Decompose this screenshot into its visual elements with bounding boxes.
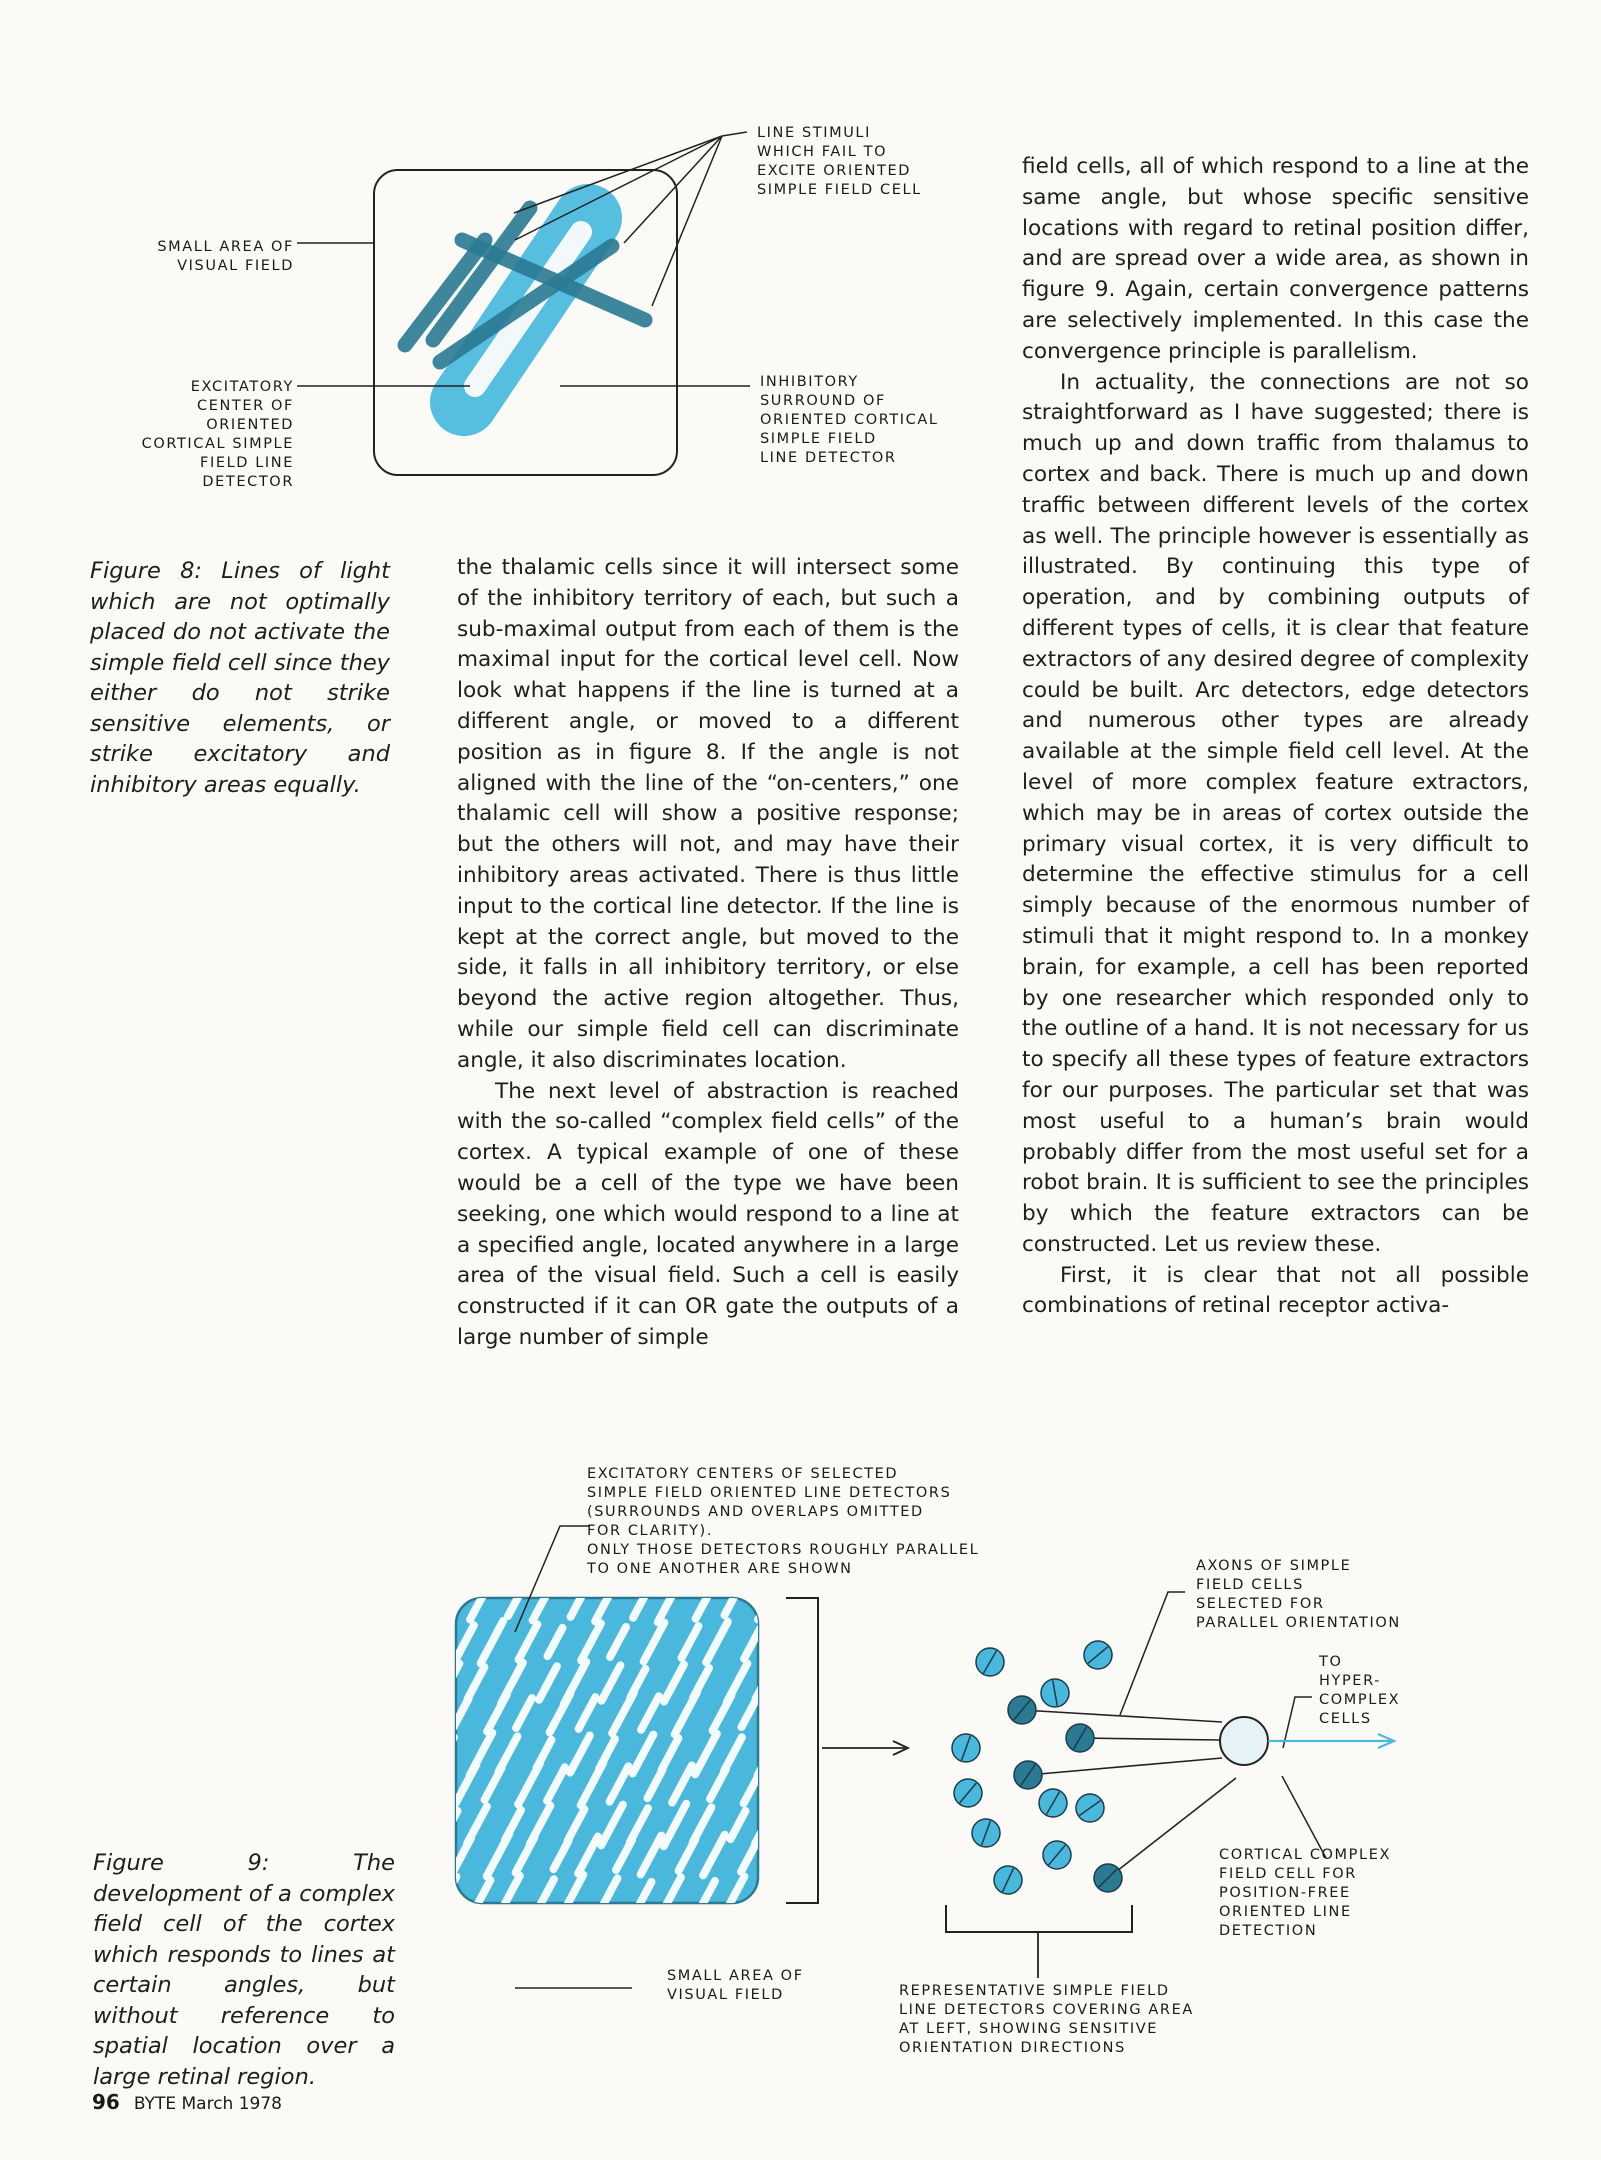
paragraph: The next level of abstraction is reached with the so-called “complex field cells” of the cortex. A typical example of one of these would be a cell of the type we have been seeking, one which would respond to a line at a specified angle, located anywhere in a large area of the visual field. Such a cell is easily constructed if it can OR gate the outputs of a large number of simple (457, 1078, 959, 1350)
fig9-excitatory-center-dash (758, 1582, 778, 1619)
page-number: 96 (92, 2090, 120, 2114)
fig9-excitatory-center-dash (436, 1587, 451, 1615)
fig9-bracket (786, 1598, 818, 1903)
fig9-detector-cell (994, 1866, 1022, 1894)
fig9-excitatory-center-dash (436, 1737, 454, 1771)
paragraph: First, it is clear that not all possible combinations of retinal receptor activa- (1022, 1262, 1529, 1319)
fig9-detector-cell (1076, 1794, 1104, 1822)
fig9-selected-detector-cell (1094, 1864, 1122, 1892)
paragraph: field cells, all of which respond to a line at the same angle, but whose specific sensitive locations with regard to retinal position differ, and are spread over a wide area, as shown in figure 9. Again, certain convergence patterns are selectively implemented. In this case the convergence principle is parallelism. (1022, 154, 1529, 364)
fig9-selected-detector-cell (1066, 1724, 1094, 1752)
fig9-cells-bracket (946, 1905, 1132, 1932)
fig9-selected-detector-cell (1008, 1696, 1036, 1724)
fig9-label-small-area: SMALL AREA OF VISUAL FIELD (667, 1968, 804, 2003)
fig9-complex-cell (1220, 1717, 1268, 1765)
figure-9-caption: Figure 9: The development of a complex field cell of the cortex which responds to lines at certain angles, but without reference to spatial location over a large retinal region. (93, 1850, 395, 2090)
fig8-label-line-stimuli: LINE STIMULI WHICH FAIL TO EXCITE ORIENTED SIMPLE FIELD CELL (757, 125, 922, 198)
fig9-label-hypercomplex: TO HYPER- COMPLEX CELLS (1319, 1654, 1401, 1727)
fig9-detector-cell (954, 1779, 982, 1807)
fig8-label-inhibitory: INHIBITORY SURROUND OF ORIENTED CORTICAL SIMPLE FIELD LINE DETECTOR (760, 374, 939, 466)
fig9-detector-cell (972, 1819, 1000, 1847)
fig9-label-cortical-complex: CORTICAL COMPLEX FIELD CELL FOR POSITION-FREE ORIENTED LINE DETECTION (1219, 1847, 1391, 1939)
fig9-detector-cell (1043, 1841, 1071, 1869)
figure-8-caption: Figure 8: Lines of light which are not optimally placed do not activate the simple field cell since they either do not strike sensitive elements, or strike excitatory and inhibitory areas equally. (90, 558, 390, 798)
page-footer (92, 2090, 282, 2114)
fig9-excitatory-center-dash (758, 1733, 781, 1775)
fig8-label-excitatory: EXCITATORY CENTER OF ORIENTED CORTICAL SIMPLE FIELD LINE DETECTOR (141, 379, 294, 490)
fig9-excitatory-center-dash (773, 1768, 790, 1800)
fig9-selected-detector-cell (1014, 1761, 1042, 1789)
fig9-excitatory-center-dash (775, 1694, 795, 1731)
fig9-detector-cell (1084, 1641, 1112, 1669)
fig9-label-representative: REPRESENTATIVE SIMPLE FIELD LINE DETECTORS COVERING AREA AT LEFT, SHOWING SENSITIVE ORIENTATION DIRECTIONS (899, 1983, 1194, 2056)
fig9-detector-cell (1041, 1679, 1069, 1707)
fig9-excitatory-center-dash (775, 1834, 798, 1876)
fig9-label-axons: AXONS OF SIMPLE FIELD CELLS SELECTED FOR PARALLEL ORIENTATION (1196, 1558, 1401, 1631)
fig9-label-excitatory-centers: EXCITATORY CENTERS OF SELECTED SIMPLE FIELD ORIENTED LINE DETECTORS (SURROUNDS AND OVERLAPS OMITTED FOR CLARITY). ONLY THOSE DETECTORS ROUGHLY PARALLEL TO ONE ANOTHER ARE SHOWN (587, 1466, 980, 1577)
fig9-detector-cell (952, 1734, 980, 1762)
fig9-excitatory-center-dash (769, 1621, 792, 1663)
paragraph: In actuality, the connections are not so straightforward as I have suggested; there is much up and down traffic from thalamus to cortex and back. There is much up and down traffic between different levels of the cortex as well. The principle however is essentially as illustrated. By continuing this type of operation, and by combining outputs of different types of cells, it is clear that feature extractors of any desired degree of complexity could be built. Arc detectors, edge detectors and numerous other types are already available at the simple field cell level. At the level of more complex feature extractors, which may be in areas of cortex outside the primary visual cortex, it is very difficult to determine the effective stimulus for a cell simply because of the enormous number of stimuli that it might respond to. In a monkey brain, for example, a cell has been reported by one researcher which responded only to the outline of a hand. It is not necessary for us to specify all these types of feature extractors for our purposes. The particular set that was most useful to a human’s brain would probably differ from the most useful set for a robot brain. It is sufficient to see the principles by which the feature extractors can be constructed. Let us review these. (1022, 369, 1529, 1257)
fig9-excitatory-center-dash (436, 1877, 457, 1916)
fig9-detector-cell (1039, 1789, 1067, 1817)
fig9-excitatory-center-dash (762, 1880, 779, 1912)
publication-name: BYTE March 1978 (133, 2094, 282, 2114)
fig8-label-small-area: SMALL AREA OF VISUAL FIELD (157, 239, 294, 274)
fig9-detector-cell (976, 1648, 1004, 1676)
paragraph: the thalamic cells since it will intersect some of the inhibitory territory of each, but such a sub-maximal output from each of them is the maximal input for the cortical level cell. Now look what happens if the line is turned at a different angle, or moved to a different position as in figure 8. If the angle is not aligned with the line of the “on-centers,” one thalamic cell will show a positive response; but the others will not, and may have their inhibitory areas activated. There is thus little input to the cortical line detector. If the line is kept at the correct angle, but moved to the side, it falls in all inhibitory territory, or else beyond the active region altogether. Thus, while our simple field cell can discriminate angle, it also discriminates location. (457, 555, 959, 1073)
